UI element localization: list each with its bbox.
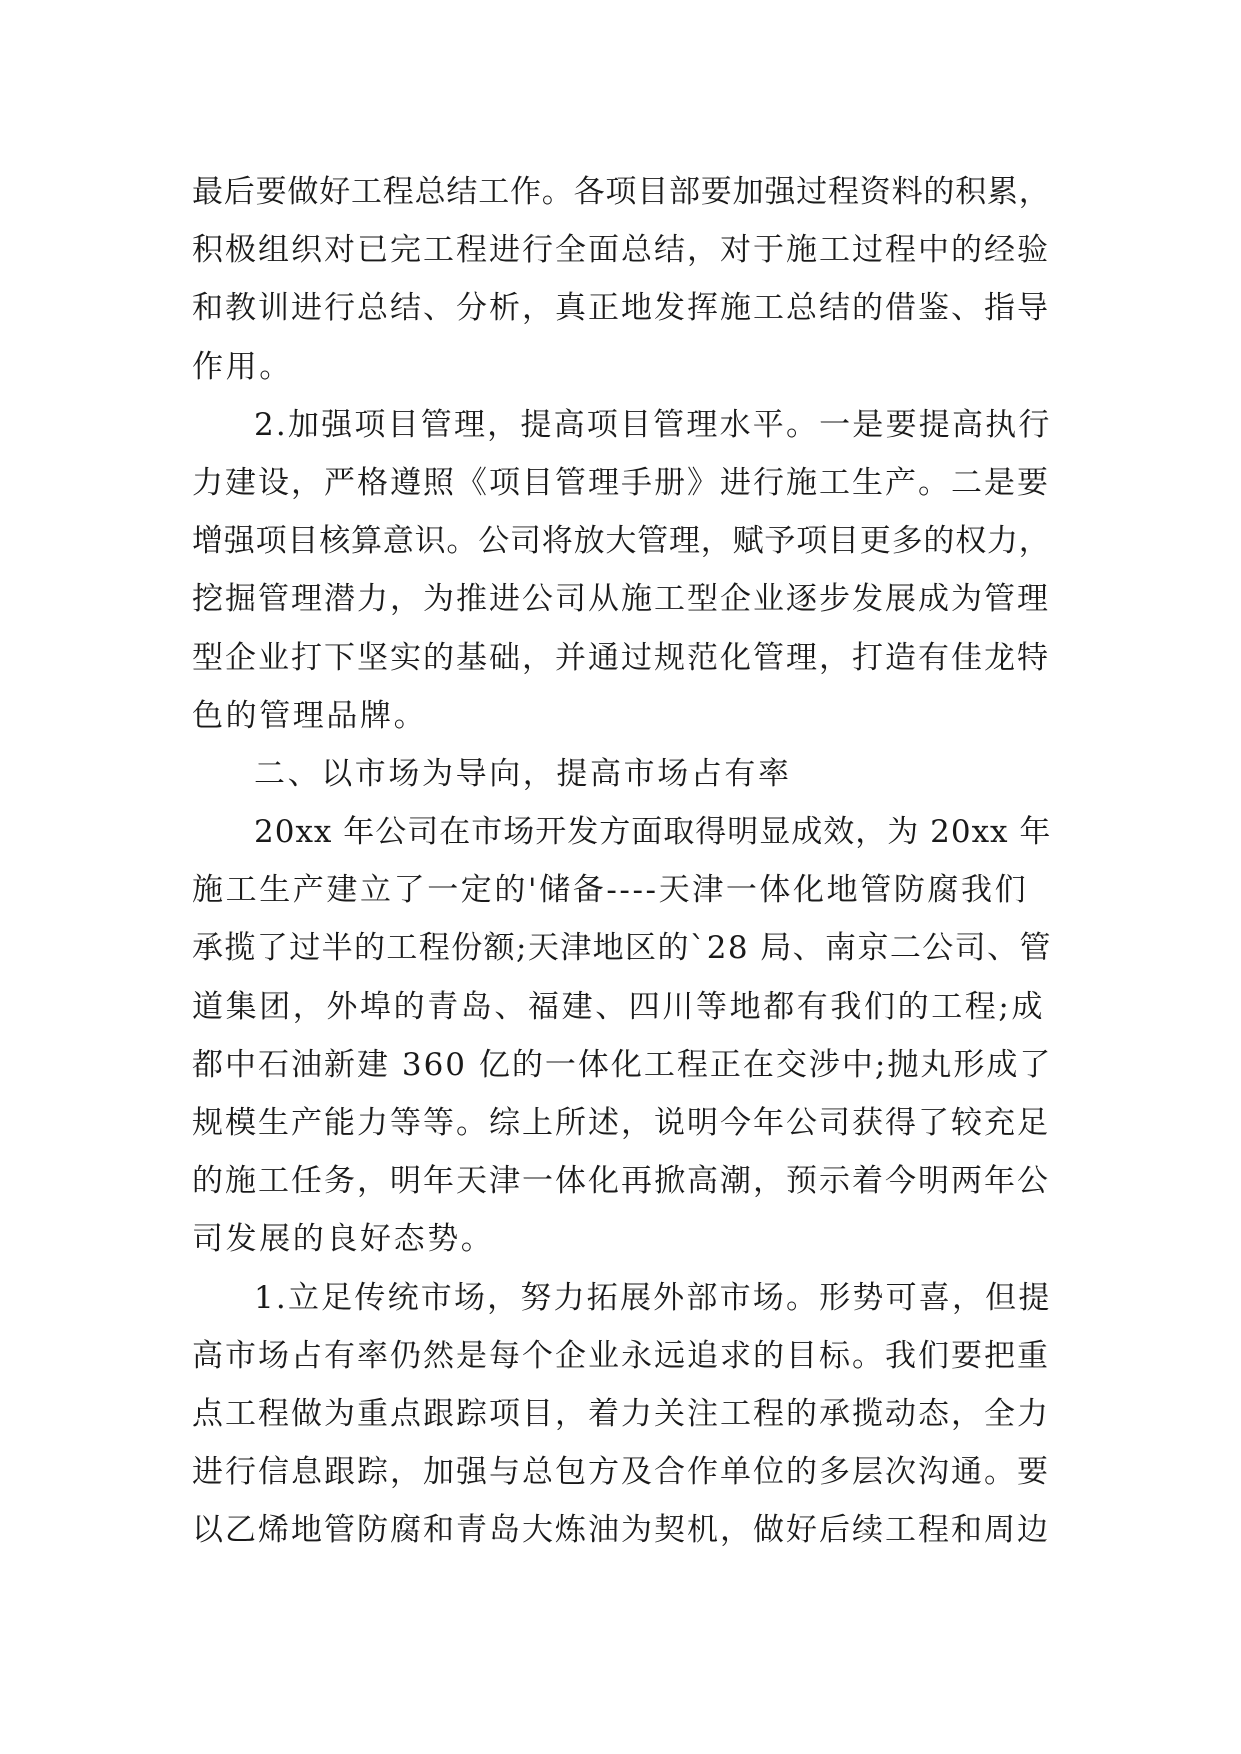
text-line: 二、以市场为导向，提高市场占有率	[254, 755, 792, 792]
text-line: 挖掘管理潜力，为推进公司从施工型企业逐步发展成为管理	[192, 581, 1050, 618]
text-line: 规模生产能力等等。综上所述，说明今年公司获得了较充足	[192, 1105, 1050, 1141]
text-line: 都中石油新建 360 亿的一体化工程正在交涉中;抛丸形成了	[192, 1046, 1053, 1083]
text-line: 力建设，严格遵照《项目管理手册》进行施工生产。二是要	[192, 464, 1050, 501]
text-line: 作用。	[192, 348, 293, 385]
body-text	[192, 163, 1052, 1560]
text-line: 点工程做为重点跟踪项目，着力关注工程的承揽动态，全力	[192, 1395, 1050, 1432]
text-line: 1.立足传统市场，努力拓展外部市场。形势可喜，但提	[254, 1279, 1052, 1316]
text-line: 型企业打下坚实的基础，并通过规范化管理，打造有佳龙特	[192, 639, 1050, 676]
text-line: 的施工任务，明年天津一体化再掀高潮，预示着今明两年公	[192, 1163, 1050, 1200]
text-line: 道集团，外埠的青岛、福建、四川等地都有我们的工程;成	[192, 988, 1046, 1025]
text-line: 高市场占有率仍然是每个企业永远追求的目标。我们要把重	[192, 1337, 1050, 1374]
text-line: 司发展的良好态势。	[192, 1221, 495, 1258]
text-line: 以乙烯地管防腐和青岛大炼油为契机，做好后续工程和周边	[192, 1512, 1050, 1549]
text-line: 积极组织对已完工程进行全面总结，对于施工过程中的经验	[192, 232, 1050, 269]
text-line: 色的管理品牌。	[192, 697, 428, 734]
text-line: 2.加强项目管理，提高项目管理水平。一是要提高执行	[254, 406, 1052, 443]
text-line: 施工生产建立了一定的'储备----天津一体化地管防腐我们	[192, 872, 1029, 909]
text-line: 最后要做好工程总结工作。各项目部要加强过程资料的积累，	[192, 174, 1051, 210]
text-line: 和教训进行总结、分析，真正地发挥施工总结的借鉴、指导	[192, 290, 1050, 327]
text-line: 20xx 年公司在市场开发方面取得明显成效，为 20xx 年	[254, 814, 1052, 851]
text-line: 进行信息跟踪，加强与总包方及合作单位的多层次沟通。要	[192, 1454, 1050, 1491]
text-line: 承揽了过半的工程份额;天津地区的`28 局、南京二公司、管	[192, 930, 1052, 967]
text-line: 增强项目核算意识。公司将放大管理，赋予项目更多的权力，	[192, 523, 1051, 560]
